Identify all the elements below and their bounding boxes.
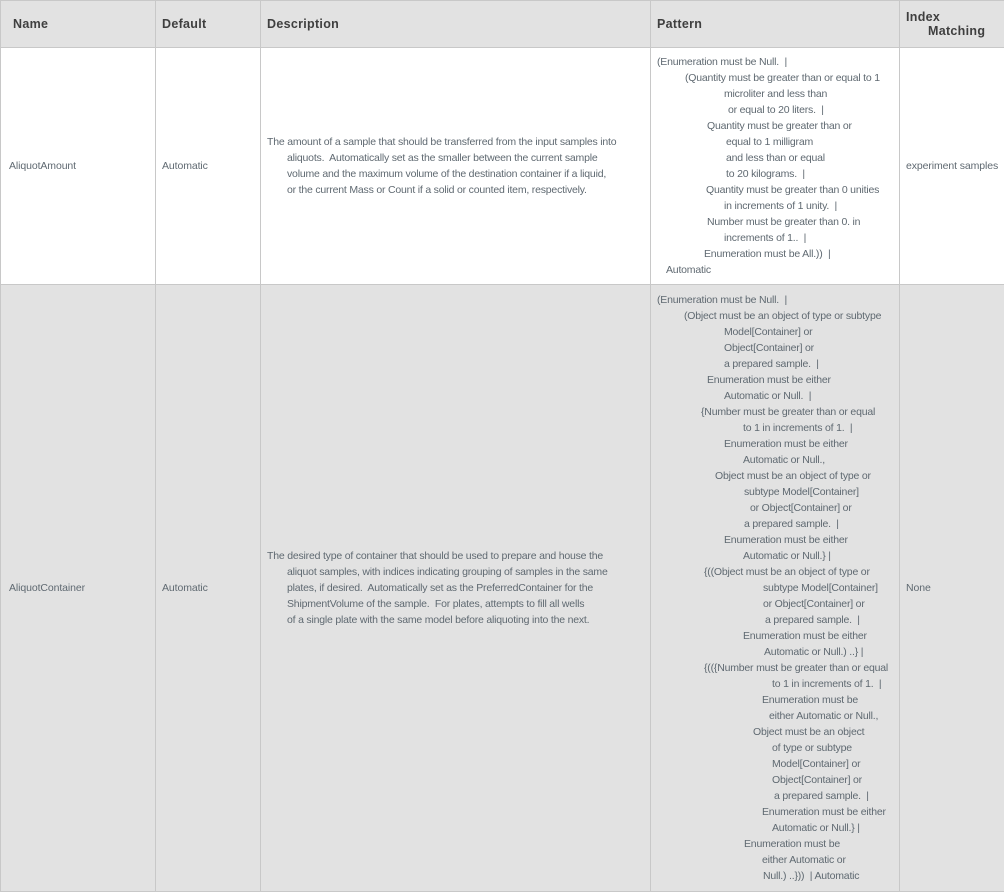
cell-pattern-lines (651, 286, 899, 890)
table-body (1, 48, 1004, 892)
cell-pattern-line: either Automatic or Null., (657, 708, 893, 724)
column-header-name: Name (1, 1, 156, 48)
cell-default-text: Automatic (156, 582, 260, 594)
cell-description-line: of a single plate with the same model before aliquoting into the next. (267, 612, 644, 628)
cell-description-lines (261, 542, 650, 634)
cell-pattern-line: Automatic or Null., (657, 452, 893, 468)
cell-pattern-line: or Object[Container] or (657, 500, 893, 516)
cell-pattern-lines (651, 48, 899, 284)
cell-name (1, 285, 156, 892)
cell-pattern (651, 285, 900, 892)
cell-pattern-line: or equal to 20 liters. | (657, 102, 893, 118)
cell-pattern-line: to 20 kilograms. | (657, 166, 893, 182)
cell-pattern-line: either Automatic or (657, 852, 893, 868)
header-row (1, 1, 1004, 48)
cell-pattern-line: Automatic or Null.} | (657, 820, 893, 836)
table-header (1, 1, 1004, 48)
cell-pattern-line: (Quantity must be greater than or equal to 1 (657, 70, 893, 86)
cell-pattern-line: Object must be an object of type or (657, 468, 893, 484)
cell-description (261, 48, 651, 285)
cell-pattern-line: microliter and less than (657, 86, 893, 102)
cell-pattern-line: Enumeration must be either (657, 436, 893, 452)
cell-pattern-line: equal to 1 milligram (657, 134, 893, 150)
cell-pattern-line: Enumeration must be (657, 836, 893, 852)
cell-pattern-line: Automatic or Null.) ..} | (657, 644, 893, 660)
cell-pattern-line: Enumeration must be either (657, 372, 893, 388)
column-header-pattern: Pattern (651, 1, 900, 48)
cell-pattern-line: a prepared sample. | (657, 516, 893, 532)
cell-pattern-line: increments of 1.. | (657, 230, 893, 246)
column-header-index-matching (900, 1, 1004, 48)
cell-index-matching (900, 285, 1004, 892)
cell-description-line: ShipmentVolume of the sample. For plates, attempts to fill all wells (267, 596, 644, 612)
cell-pattern-line: a prepared sample. | (657, 356, 893, 372)
cell-default (156, 285, 261, 892)
cell-pattern-line: subtype Model[Container] (657, 484, 893, 500)
cell-pattern-line: (Object must be an object of type or subtype (657, 308, 893, 324)
cell-description-line: volume and the maximum volume of the destination container if a liquid, (267, 166, 644, 182)
cell-default (156, 48, 261, 285)
cell-description-line: aliquots. Automatically set as the smaller between the current sample (267, 150, 644, 166)
cell-pattern-line: Enumeration must be either (657, 804, 893, 820)
cell-pattern-line: Null.) ..})) | Automatic (657, 868, 893, 884)
cell-default-text: Automatic (156, 160, 260, 172)
cell-pattern-line: (Enumeration must be Null. | (657, 54, 893, 70)
cell-pattern-line: and less than or equal (657, 150, 893, 166)
cell-pattern-line: to 1 in increments of 1. | (657, 420, 893, 436)
cell-pattern-line: Enumeration must be (657, 692, 893, 708)
cell-pattern-line: Quantity must be greater than 0 unities (657, 182, 893, 198)
cell-pattern-line: to 1 in increments of 1. | (657, 676, 893, 692)
cell-pattern-line: in increments of 1 unity. | (657, 198, 893, 214)
cell-pattern-line: a prepared sample. | (657, 612, 893, 628)
cell-description-line: or the current Mass or Count if a solid or counted item, respectively. (267, 182, 644, 198)
column-header-default: Default (156, 1, 261, 48)
cell-pattern-line: Model[Container] or (657, 756, 893, 772)
index-header-line2: Matching (906, 24, 1004, 38)
cell-pattern-line: Enumeration must be either (657, 628, 893, 644)
cell-index-matching (900, 48, 1004, 285)
cell-description-line: The desired type of container that should be used to prepare and house the (267, 548, 644, 564)
cell-pattern (651, 48, 900, 285)
cell-index-matching-text: None (900, 582, 1004, 594)
cell-description-lines (261, 128, 650, 204)
cell-name-text: AliquotContainer (1, 582, 155, 594)
table-row (1, 285, 1004, 892)
cell-pattern-line: Object must be an object (657, 724, 893, 740)
cell-pattern-line: Automatic or Null.} | (657, 548, 893, 564)
cell-pattern-line: (Enumeration must be Null. | (657, 292, 893, 308)
cell-pattern-line: subtype Model[Container] (657, 580, 893, 596)
cell-pattern-line: {Number must be greater than or equal (657, 404, 893, 420)
cell-pattern-line: Object[Container] or (657, 340, 893, 356)
column-header-description: Description (261, 1, 651, 48)
cell-pattern-line: Object[Container] or (657, 772, 893, 788)
cell-pattern-line: or Object[Container] or (657, 596, 893, 612)
cell-pattern-line: Enumeration must be either (657, 532, 893, 548)
cell-pattern-line: Model[Container] or (657, 324, 893, 340)
cell-index-matching-text: experiment samples (900, 160, 1004, 172)
cell-pattern-line: Automatic (657, 262, 893, 278)
cell-name-text: AliquotAmount (1, 160, 155, 172)
cell-description-line: plates, if desired. Automatically set as the PreferredContainer for the (267, 580, 644, 596)
cell-pattern-line: Enumeration must be All.)) | (657, 246, 893, 262)
cell-pattern-line: a prepared sample. | (657, 788, 893, 804)
cell-name (1, 48, 156, 285)
table-row (1, 48, 1004, 285)
index-header-line1: Index (906, 10, 1004, 24)
cell-pattern-line: of type or subtype (657, 740, 893, 756)
cell-pattern-line: Quantity must be greater than or (657, 118, 893, 134)
cell-pattern-line: {((Object must be an object of type or (657, 564, 893, 580)
cell-description (261, 285, 651, 892)
cell-pattern-line: {(({Number must be greater than or equal (657, 660, 893, 676)
cell-pattern-line: Automatic or Null. | (657, 388, 893, 404)
cell-pattern-line: Number must be greater than 0. in (657, 214, 893, 230)
cell-description-line: The amount of a sample that should be transferred from the input samples into (267, 134, 644, 150)
cell-description-line: aliquot samples, with indices indicating grouping of samples in the same (267, 564, 644, 580)
